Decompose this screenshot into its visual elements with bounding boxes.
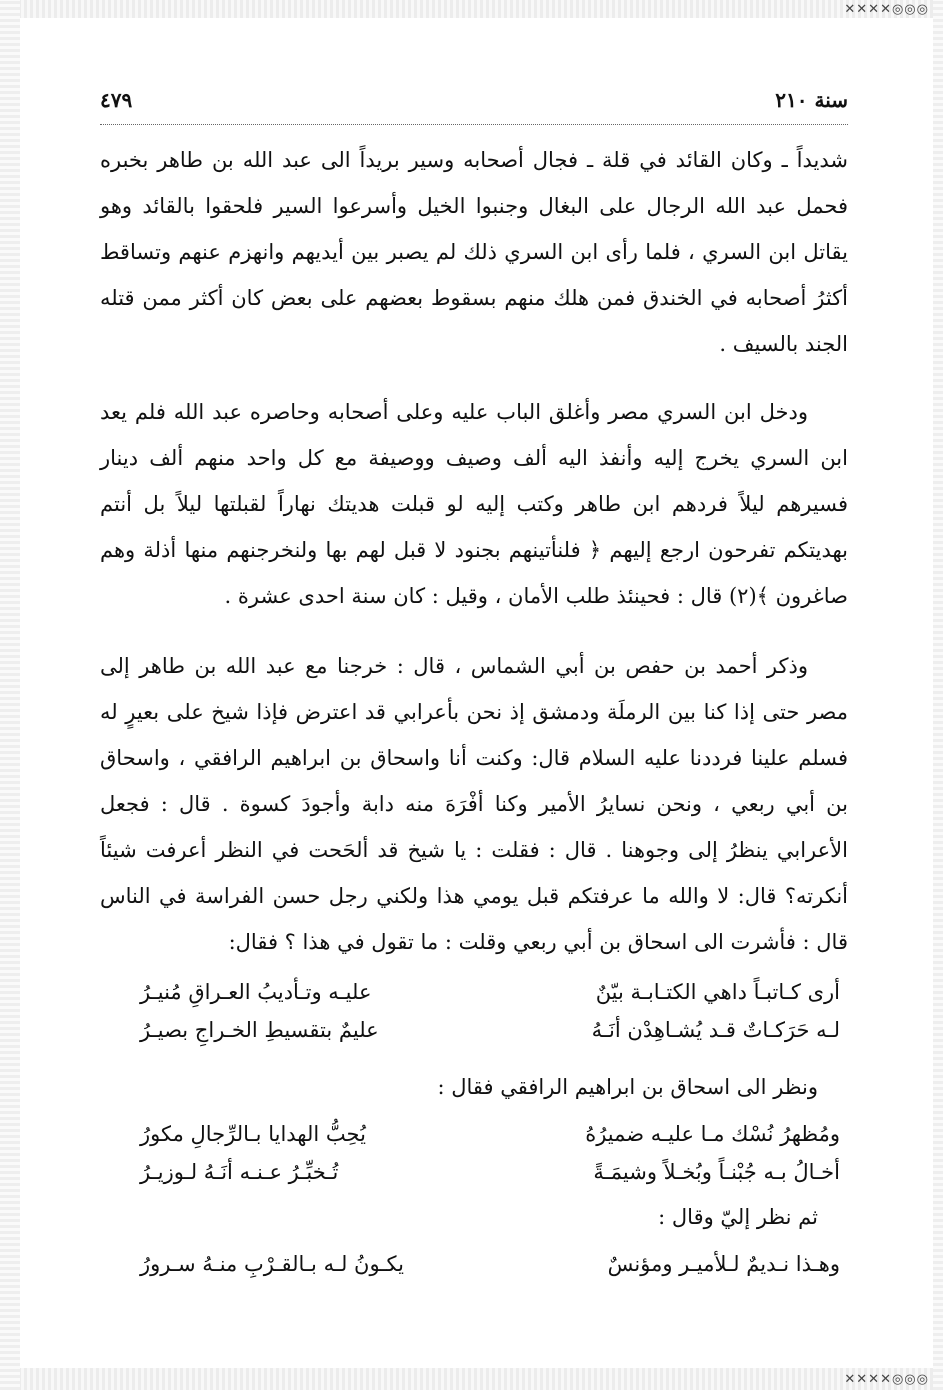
scan-border-bottom [0, 1368, 943, 1390]
hemistich: عليمٌ بتقسيطِ الخـراجِ بصيـرُ [140, 1018, 379, 1042]
narration-line: ونظر الى اسحاق بن ابراهيم الرافقي فقال : [437, 1075, 818, 1099]
verse-line [140, 1011, 840, 1049]
hemistich: أخـالُ بـه جُبْنـاً وبُخـلاً وشيمَـةً [593, 1160, 840, 1184]
paragraph: ودخل ابن السري مصر وأغلق الباب عليه وعلى أصحابه وحاصره عبد الله فلم يعد ابن السري يخرج إليه وأنفذ اليه ألف وصيف ووصيفة مع كل واحد منهم ألف دينار فسيرهم ليلاً فردهم ابن طاهر وكتب إليه لو قبلت هديتك نهاراً لقبلتها ليلاً بل أنتم بهديتكم تفرحون ارجع إليهم ﴿ فلنأتينهم بجنود لا قبل لهم بها ولنخرجنهم منها أذلة وهم صاغرون ﴾(٢) قال : فحينئذ طلب الأمان ، وقيل : كان سنة احدى عشرة . [100, 400, 848, 608]
narration-line: ثم نظر إليّ وقال : [658, 1205, 818, 1229]
corner-ornament-icon: ✕✕✕✕◎◎◎ [844, 1372, 929, 1387]
corner-ornament-icon: ✕✕✕✕◎◎◎ [844, 2, 929, 17]
hemistich: أرى كـاتبـاً داهي الكتـابـة بيّنٌ [595, 980, 840, 1004]
scan-border-left [0, 0, 20, 1390]
hemistich: عليـه وتـأديبُ العـراقِ مُنيـرُ [140, 980, 372, 1004]
hemistich: يُحِبُّ الهدايا بـالرِّجالِ مكورُ [140, 1122, 366, 1146]
verse-line [140, 1245, 840, 1283]
page-number: ٤٧٩ [100, 88, 138, 112]
paragraph: وذكر أحمد بن حفص بن أبي الشماس ، قال : خرجنا مع عبد الله بن طاهر إلى مصر حتى إذا كنا بين الرملَة ودمشق إذ نحن بأعرابي قد اعترض فإذا شيخ على بعيرٍ له فسلم علينا فرددنا عليه السلام قال: وكنت أنا واسحاق بن ابراهيم الرافقي ، واسحاق بن أبي ربعي ، ونحن نسايرُ الأمير وكنا أفْرَهَ منه دابة وأجودَ كسوة . قال : فجعل الأعرابي ينظرُ إلى وجوهنا . قال : فقلت : يا شيخ قد ألحَحت في النظر أعرفت شيئاً أنكرته؟ قال: لا والله ما عرفتكم قبل يومي هذا ولكني رجل حسن الفراسة في الناس قال : فأشرت الى اسحاق بن أبي ربعي وقلت : ما تقول في هذا ؟ فقال: [100, 654, 848, 954]
poem-block [140, 1245, 840, 1283]
hemistich: يكـونُ لـه بـالقـرْبِ منـهُ سـرورُ [140, 1252, 404, 1276]
verse-line [140, 973, 840, 1011]
verse-line [140, 1153, 840, 1191]
scan-border-right [933, 0, 943, 1390]
book-page [100, 88, 848, 1283]
verse-line [140, 1115, 840, 1153]
hemistich: وهـذا نـديمٌ لـلأميـر ومؤنسٌ [607, 1252, 840, 1276]
poem-block [140, 973, 840, 1049]
paragraph: شديداً ـ وكان القائد في قلة ـ فجال أصحابه وسير بريداً الى عبد الله بن طاهر بخبره فحمل عبد الله الرجال على البغال وجنبوا الخيل وأسرعوا السير فلحقوا بالقائد وهو يقاتل ابن السري ، فلما رأى ابن السري ذلك لم يصبر بين أيديهم وانهزم عنهم وتساقط أكثرُ أصحابه في الخندق فمن هلك منهم بسقوط بعضهم على بعض كان أكثر ممن قتله الجند بالسيف . [100, 148, 848, 356]
hemistich: ومُظهرُ نُسْك مـا عليـه ضميرُهُ [585, 1122, 840, 1146]
hemistich: لـه حَرَكـاتٌ قـد يُشـاهِدْن أنَـهُ [591, 1018, 840, 1042]
hemistich: تُـخبِّـرُ عـنـه أنَـهُ لـوزيـرُ [140, 1160, 339, 1184]
page-header [100, 88, 848, 125]
poem-block [140, 1115, 840, 1191]
scan-border-top [0, 0, 943, 18]
running-head: سنة ٢١٠ [769, 88, 848, 112]
